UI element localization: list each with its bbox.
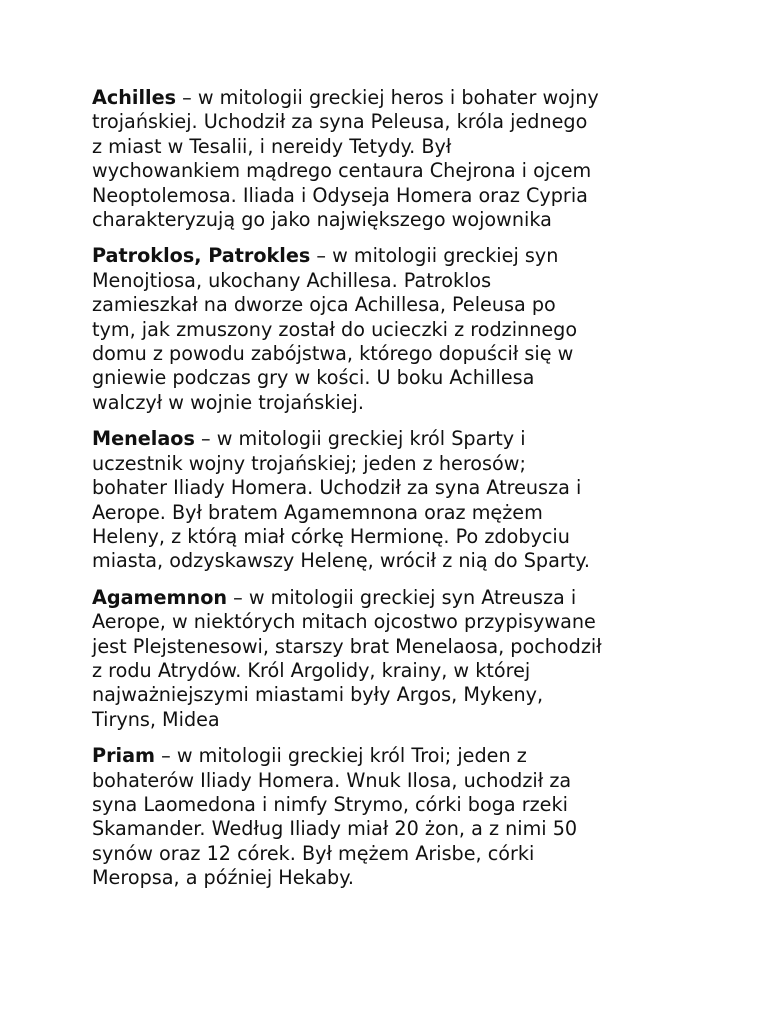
entry-text-line: uczestnik wojny trojańskiej; jeden z herosów; <box>92 451 526 475</box>
entry-text-line: najważniejszymi miastami były Argos, Mykeny, <box>92 683 544 707</box>
entry-patroklos <box>92 244 692 415</box>
entry-text-line: z miast w Tesalii, i nereidy Tetydy. Był <box>92 134 452 158</box>
entry-text-line: jest Plejstenesowi, starszy brat Menelaosa, pochodził <box>92 634 602 658</box>
entry-text-line: Aerope, w niektórych mitach ojcostwo przypisywane <box>92 610 596 634</box>
document-body <box>92 86 692 903</box>
entry-term: Priam <box>92 744 156 768</box>
entry-text-line: Aerope. Był bratem Agamemnona oraz mężem <box>92 500 543 524</box>
entry-term: Patroklos, Patrokles <box>92 244 311 268</box>
entry-term: Agamemnon <box>92 585 228 609</box>
entry-menelaos <box>92 427 692 573</box>
entry-text-line: – w mitologii greckiej syn <box>310 244 559 268</box>
entry-text-line: – w mitologii greckiej król Troi; jeden z <box>155 744 527 768</box>
entry-text-line: wychowankiem mądrego centaura Chejrona i ojcem <box>92 159 592 183</box>
entry-text-line: Tiryns, Midea <box>92 707 220 731</box>
entry-text-line: gniewie podczas gry w kości. U boku Achillesa <box>92 366 535 390</box>
entry-text-line: Neoptolemosa. Iliada i Odyseja Homera oraz Cypria <box>92 183 588 207</box>
entry-text-line: miasta, odzyskawszy Helenę, wrócił z nią do Sparty. <box>92 549 590 573</box>
entry-text-line: synów oraz 12 córek. Był mężem Arisbe, córki <box>92 841 535 865</box>
entry-text-line: syna Laomedona i nimfy Strymo, córki boga rzeki <box>92 792 568 816</box>
entry-agamemnon <box>92 586 692 732</box>
entry-achilles <box>92 86 692 232</box>
entry-text-line: – w mitologii greckiej syn Atreusza i <box>227 585 577 609</box>
entry-text-line: – w mitologii greckiej król Sparty i <box>194 427 526 451</box>
entry-text-line: Meropsa, a później Hekaby. <box>92 866 354 890</box>
entry-first-line <box>92 86 692 110</box>
entry-first-line <box>92 744 692 768</box>
entry-text-line: Heleny, z którą miał córkę Hermionę. Po zdobyciu <box>92 524 570 548</box>
entry-text-line: domu z powodu zabójstwa, którego dopuścił się w <box>92 342 574 366</box>
entry-text-line: – w mitologii greckiej heros i bohater wojny <box>176 86 599 109</box>
entry-term: Menelaos <box>92 427 195 451</box>
entry-text-line: z rodu Atrydów. Król Argolidy, krainy, w której <box>92 658 531 682</box>
entry-text-line: charakteryzują go jako największego wojownika <box>92 208 552 232</box>
entry-text-line: zamieszkał na dworze ojca Achillesa, Peleusa po <box>92 293 556 317</box>
entry-text-line: tym, jak zmuszony został do ucieczki z rodzinnego <box>92 317 578 341</box>
entry-term: Achilles <box>92 86 177 109</box>
entry-first-line <box>92 586 692 610</box>
entry-text-line: trojańskiej. Uchodził za syna Peleusa, króla jednego <box>92 110 588 134</box>
entry-text-line: Skamander. Według Iliady miał 20 żon, a z nimi 50 <box>92 817 578 841</box>
entry-text-line: walczył w wojnie trojańskiej. <box>92 390 364 414</box>
entry-first-line <box>92 244 692 268</box>
entry-priam <box>92 744 692 890</box>
entry-text-line: Menojtiosa, ukochany Achillesa. Patroklos <box>92 268 492 292</box>
entry-first-line <box>92 427 692 451</box>
entry-text-line: bohaterów Iliady Homera. Wnuk Ilosa, uchodził za <box>92 768 572 792</box>
entry-text-line: bohater Iliady Homera. Uchodził za syna Atreusza i <box>92 476 582 500</box>
